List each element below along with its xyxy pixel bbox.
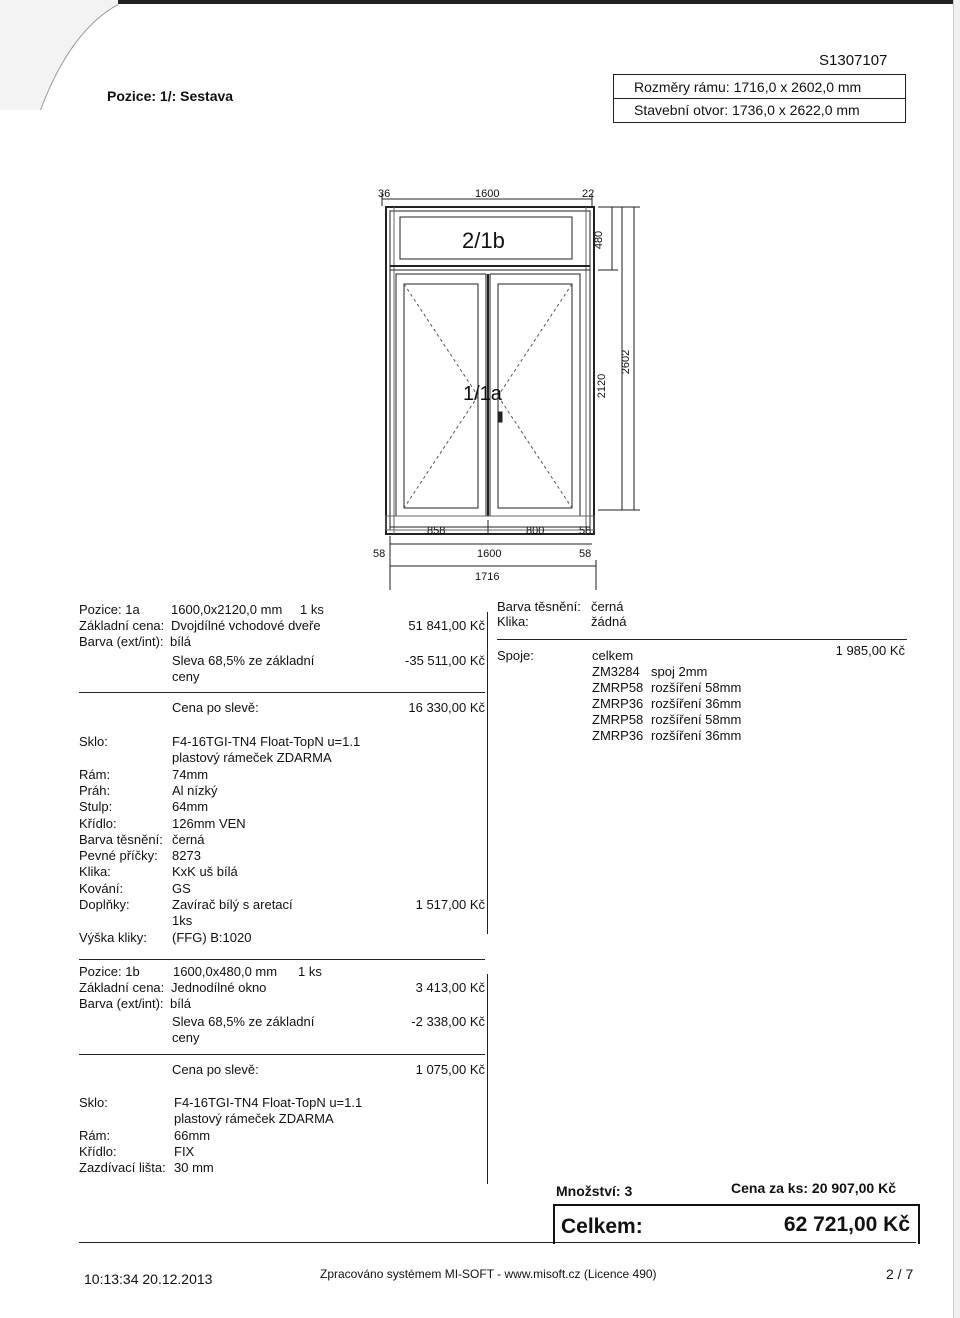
dimensions-box [613, 74, 906, 123]
spec-label: Rám: [79, 766, 111, 782]
pos-1b-after-label: Cena po slevě: [172, 1062, 259, 1077]
spec-label: Sklo: [79, 1095, 108, 1110]
spec-label: Sklo: [79, 734, 108, 749]
dim-right-door: 2120 [596, 373, 609, 399]
pos-1b-label: Pozice: 1b [79, 964, 140, 979]
handle-value: žádná [591, 614, 627, 629]
quantity: Množství: 3 [556, 1183, 633, 1199]
pos-1a-discount-price: -35 511,00 Kč [405, 653, 485, 668]
joint-code: ZMRP36 [592, 696, 644, 711]
frame-size: Rozměry rámu: 1716,0 x 2602,0 mm [634, 79, 862, 95]
spec-value: FIX [174, 1143, 195, 1159]
dim-right-total: 2602 [620, 349, 633, 375]
spec-label: Doplňky: [79, 897, 130, 912]
joints-label: Spoje: [497, 648, 534, 663]
total-box [553, 1204, 920, 1244]
joint-code: ZMRP58 [592, 680, 644, 695]
spec-label: Křídlo: [79, 815, 117, 831]
pos-1b-discount-price: -2 338,00 Kč [411, 1014, 485, 1029]
spec-value: 66mm [174, 1127, 211, 1143]
spec-value: 126mm VEN [172, 815, 246, 831]
dim-top-width: 1600 [475, 188, 500, 200]
pos-1a-after-label: Cena po slevě: [172, 700, 259, 715]
footer-datetime: 10:13:34 20.12.2013 [84, 1271, 213, 1287]
dim-right-transom: 480 [593, 230, 606, 250]
spec-value: 64mm [172, 799, 209, 815]
spec-label: Práh: [79, 782, 111, 798]
pos-1b-divider [79, 1054, 485, 1055]
dim-bottom-total: 1716 [475, 571, 500, 583]
footer-page: 2 / 7 [886, 1266, 914, 1282]
spec-label: Zazdívací lišta: [79, 1160, 166, 1176]
building-opening: Stavební otvor: 1736,0 x 2622,0 mm [634, 102, 860, 118]
spec-label: Pevné příčky: [79, 848, 158, 864]
joints-total-label: celkem [592, 648, 634, 663]
spec-label: Klika: [79, 864, 111, 880]
spec-value: KxK uš bílá [172, 864, 238, 880]
dim-bottom-leaf-left: 858 [427, 525, 446, 537]
spec-value: Al nízký [172, 782, 218, 798]
spec-label: Barva těsnění: [79, 831, 163, 847]
spec-value: 8273 [172, 848, 201, 864]
spec-value: Zavírač bílý s aretací [172, 897, 293, 912]
joint-desc: rozšíření 58mm [651, 712, 742, 727]
pos-1a-base-value: Dvojdílné vchodové dveře [171, 618, 321, 633]
transom-label: 2/1b [462, 228, 505, 253]
spec-value: plastový rámeček ZDARMA [174, 1111, 334, 1127]
pos-1a-qty: 1 ks [300, 602, 324, 617]
window-door-drawing [360, 180, 660, 590]
pos-1a-label: Pozice: 1a [79, 602, 140, 617]
order-number: S1307107 [819, 52, 888, 69]
pos-1b-discount-1: Sleva 68,5% ze základní [172, 1014, 315, 1029]
joints-divider [497, 639, 907, 640]
spec-value: černá [172, 831, 205, 847]
price-column-bar-1 [487, 612, 488, 934]
dim-bottom-right-1: 58 [579, 525, 592, 537]
pos-1b-base-price: 3 413,00 Kč [415, 980, 485, 995]
spec-label: Křídlo: [79, 1143, 117, 1159]
scan-edge-right [953, 0, 960, 1318]
spec-value: (FFG) B:1020 [172, 929, 252, 945]
pos-1a-after-price: 16 330,00 Kč [408, 700, 485, 715]
joint-desc: spoj 2mm [651, 664, 708, 679]
pos-1b-base-value: Jednodílné okno [171, 980, 267, 995]
pos-1a-size: 1600,0x2120,0 mm [171, 602, 283, 617]
pos-1b-discount-2: ceny [172, 1030, 200, 1045]
spec-value: F4-16TGI-TN4 Float-TopN u=1.1 [172, 734, 361, 749]
pos-1a-base-label: Základní cena: [79, 618, 165, 633]
spec-label: Rám: [79, 1127, 111, 1143]
spec-label: Kování: [79, 880, 124, 896]
spec-value: 1ks [172, 913, 193, 929]
spec-value: plastový rámeček ZDARMA [172, 750, 332, 766]
dim-bottom-width: 1600 [477, 548, 502, 560]
footer-processed-by: Zpracováno systémem MI-SOFT - www.misoft.cz (Licence 490) [320, 1267, 657, 1281]
joint-code: ZMRP58 [592, 712, 644, 727]
spec-label: Výška kliky: [79, 929, 147, 945]
seal-label: Barva těsnění: [497, 599, 581, 614]
pos-1a-divider [79, 692, 485, 693]
pos-1b-base-label: Základní cena: [79, 980, 165, 995]
spec-value: GS [172, 880, 191, 896]
total-label: Celkem: [561, 1215, 643, 1238]
spec-value: 74mm [172, 766, 209, 782]
pos-1a-discount-2: ceny [172, 669, 200, 684]
joint-desc: rozšíření 36mm [651, 696, 742, 711]
spec-value: F4-16TGI-TN4 Float-TopN u=1.1 [174, 1095, 363, 1110]
dim-bottom-leaf-right: 800 [526, 525, 545, 537]
pos-1b-color-value: bílá [170, 996, 191, 1011]
pos-1b-color-label: Barva (ext/int): [79, 996, 164, 1011]
spec-label: Stulp: [79, 799, 113, 815]
spec-value: 30 mm [174, 1160, 214, 1176]
pos-1b-qty: 1 ks [298, 964, 322, 979]
handle-label: Klika: [497, 614, 529, 629]
pos-1a-color-label: Barva (ext/int): [79, 634, 164, 649]
door-label: 1/1a [463, 383, 502, 405]
pos-1a-color-value: bílá [170, 634, 191, 649]
total-value: 62 721,00 Kč [783, 1213, 910, 1236]
joint-code: ZMRP36 [592, 728, 644, 743]
pos-1a-base-price: 51 841,00 Kč [408, 618, 485, 633]
seal-value: černá [591, 599, 624, 614]
pos-1a-accessory-price: 1 517,00 Kč [415, 897, 485, 912]
dim-bottom-right-2: 58 [579, 548, 592, 560]
dim-top-right: 22 [582, 188, 595, 200]
scan-edge-top [115, 0, 960, 4]
joint-desc: rozšíření 36mm [651, 728, 742, 743]
pos-1b-after-price: 1 075,00 Kč [415, 1062, 485, 1077]
dim-top-left: 36 [378, 188, 391, 200]
dim-bottom-left: 58 [373, 548, 386, 560]
joints-price: 1 985,00 Kč [835, 643, 905, 658]
pos-1b-top-divider [79, 959, 485, 960]
pos-1a-discount-1: Sleva 68,5% ze základní [172, 653, 315, 668]
unit-price: Cena za ks: 20 907,00 Kč [731, 1180, 896, 1196]
price-column-bar-2 [487, 974, 488, 1184]
joint-code: ZM3284 [592, 664, 640, 679]
pos-1b-size: 1600,0x480,0 mm [173, 964, 278, 979]
position-title: Pozice: 1/: Sestava [107, 88, 234, 104]
joint-desc: rozšíření 58mm [651, 680, 742, 695]
